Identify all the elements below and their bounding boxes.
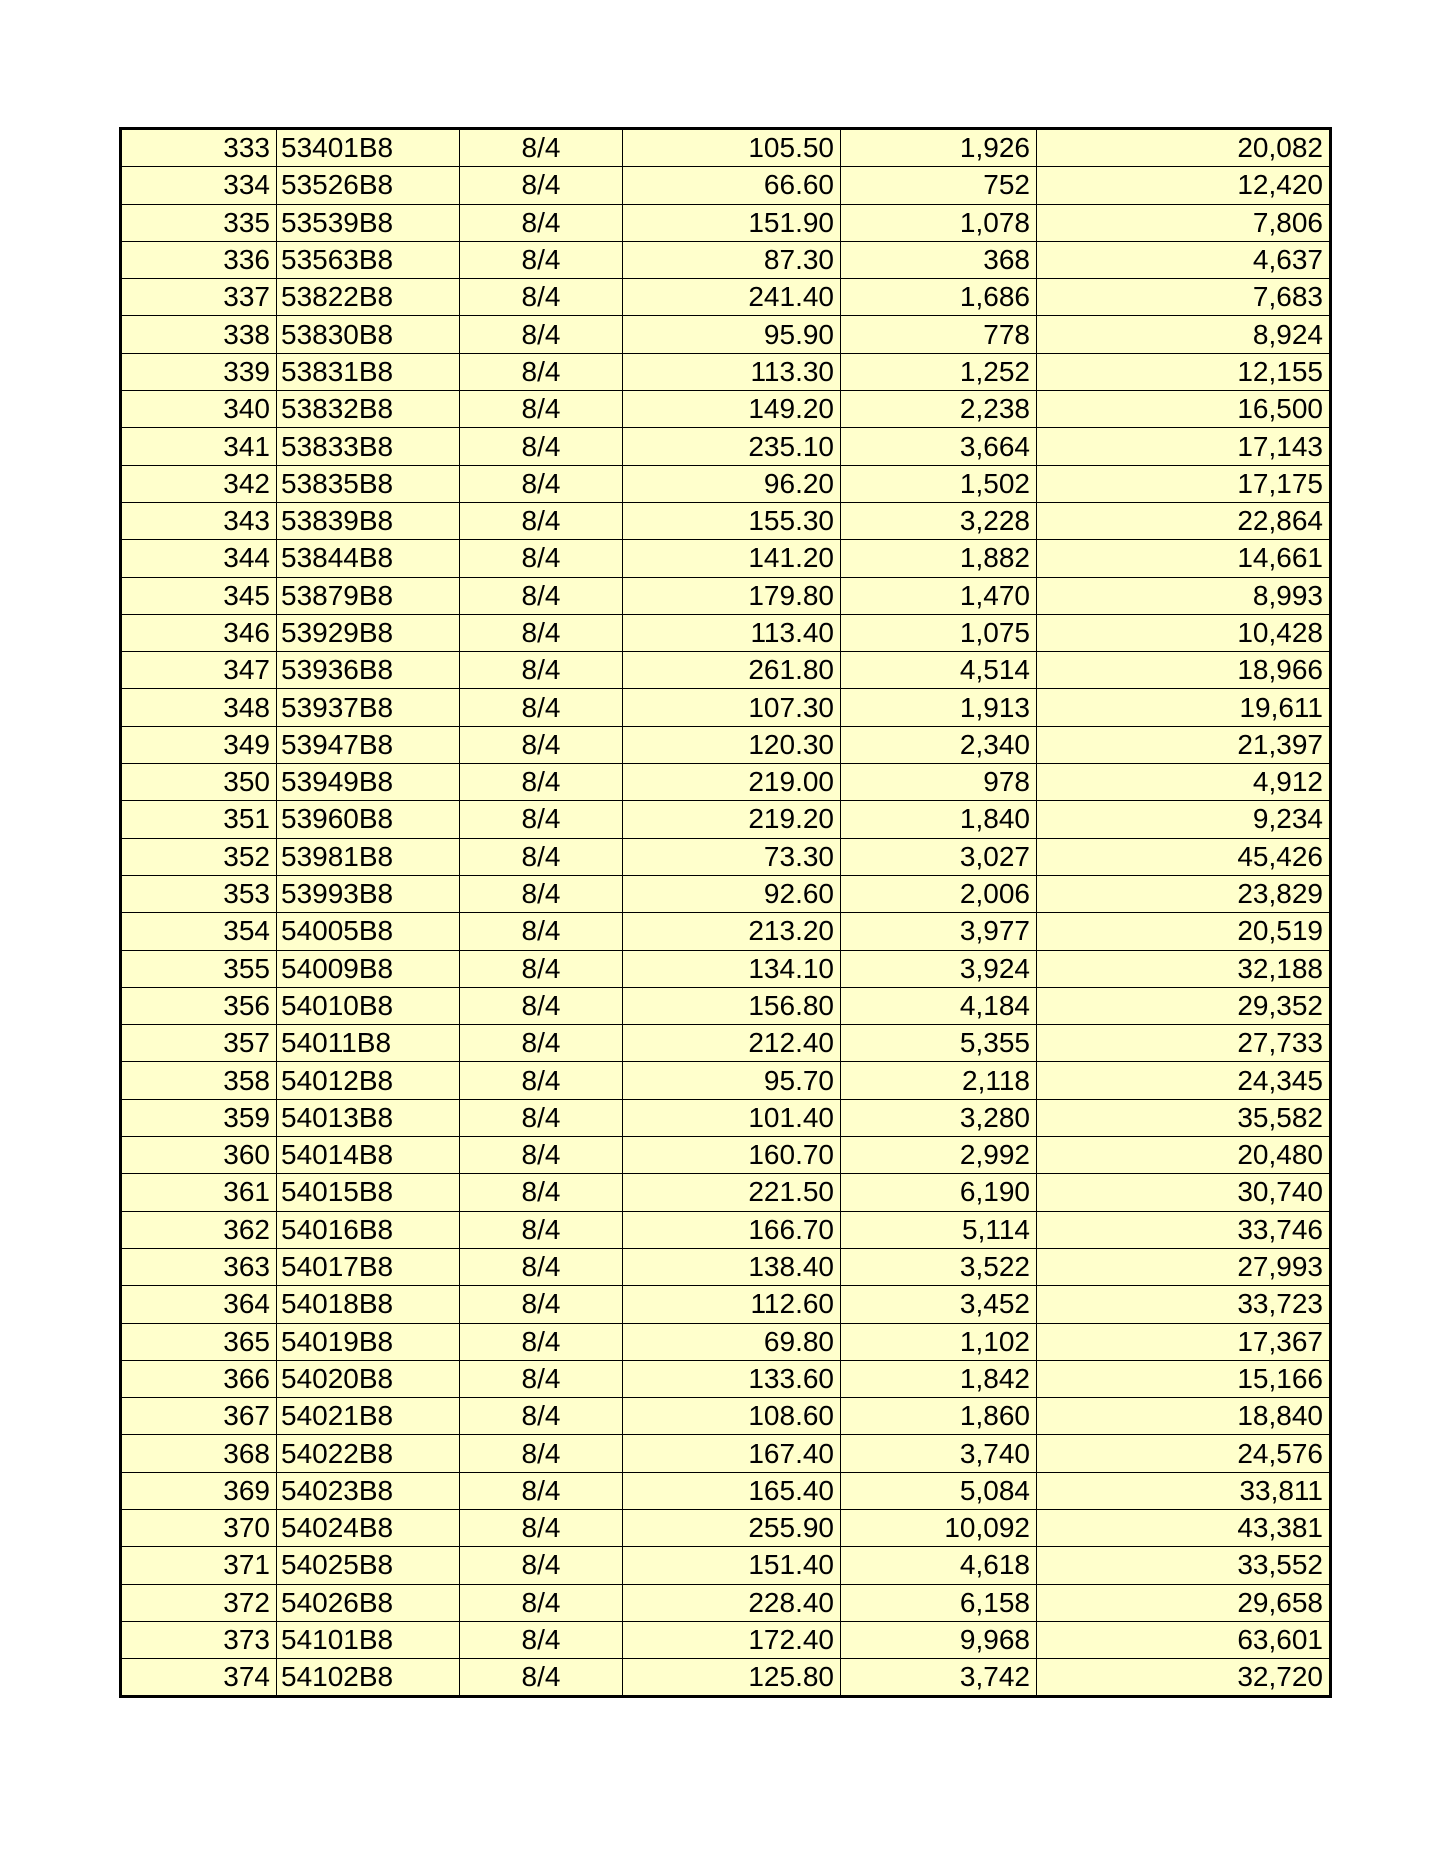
thickness-cell: 8/4 — [460, 1659, 623, 1697]
quantity-cell: 3,664 — [841, 428, 1037, 465]
volume-cell: 96.20 — [623, 465, 841, 502]
volume-cell: 172.40 — [623, 1621, 841, 1658]
thickness-cell: 8/4 — [460, 1398, 623, 1435]
table-row — [121, 764, 1331, 801]
volume-cell: 160.70 — [623, 1137, 841, 1174]
quantity-cell: 5,084 — [841, 1472, 1037, 1509]
item-code-cell: 53839B8 — [277, 502, 460, 539]
volume-cell: 151.90 — [623, 204, 841, 241]
table-row — [121, 279, 1331, 316]
total-cell: 17,143 — [1037, 428, 1331, 465]
item-code-cell: 54102B8 — [277, 1659, 460, 1697]
thickness-cell: 8/4 — [460, 1062, 623, 1099]
item-code-cell: 53993B8 — [277, 875, 460, 912]
total-cell: 30,740 — [1037, 1174, 1331, 1211]
table-row — [121, 689, 1331, 726]
item-code-cell: 53526B8 — [277, 167, 460, 204]
item-code-cell: 54010B8 — [277, 987, 460, 1024]
quantity-cell: 368 — [841, 241, 1037, 278]
row-number-cell: 369 — [121, 1472, 277, 1509]
row-number-cell: 343 — [121, 502, 277, 539]
volume-cell: 219.00 — [623, 764, 841, 801]
row-number-cell: 373 — [121, 1621, 277, 1658]
row-number-cell: 336 — [121, 241, 277, 278]
total-cell: 27,993 — [1037, 1248, 1331, 1285]
row-number-cell: 340 — [121, 391, 277, 428]
thickness-cell: 8/4 — [460, 652, 623, 689]
table-row — [121, 540, 1331, 577]
item-code-cell: 53822B8 — [277, 279, 460, 316]
quantity-cell: 4,618 — [841, 1547, 1037, 1584]
table-row — [121, 577, 1331, 614]
row-number-cell: 361 — [121, 1174, 277, 1211]
table-row — [121, 204, 1331, 241]
quantity-cell: 3,977 — [841, 913, 1037, 950]
table-row — [121, 1174, 1331, 1211]
table-row — [121, 875, 1331, 912]
total-cell: 35,582 — [1037, 1099, 1331, 1136]
total-cell: 9,234 — [1037, 801, 1331, 838]
quantity-cell: 6,190 — [841, 1174, 1037, 1211]
item-code-cell: 54009B8 — [277, 950, 460, 987]
thickness-cell: 8/4 — [460, 577, 623, 614]
row-number-cell: 357 — [121, 1025, 277, 1062]
total-cell: 20,082 — [1037, 129, 1331, 167]
quantity-cell: 2,006 — [841, 875, 1037, 912]
row-number-cell: 334 — [121, 167, 277, 204]
row-number-cell: 348 — [121, 689, 277, 726]
table-row — [121, 1286, 1331, 1323]
volume-cell: 133.60 — [623, 1360, 841, 1397]
table-row — [121, 1659, 1331, 1697]
total-cell: 15,166 — [1037, 1360, 1331, 1397]
total-cell: 12,155 — [1037, 353, 1331, 390]
item-code-cell: 54024B8 — [277, 1509, 460, 1546]
table-row — [121, 1360, 1331, 1397]
total-cell: 7,806 — [1037, 204, 1331, 241]
row-number-cell: 351 — [121, 801, 277, 838]
total-cell: 63,601 — [1037, 1621, 1331, 1658]
item-code-cell: 53563B8 — [277, 241, 460, 278]
total-cell: 17,175 — [1037, 465, 1331, 502]
volume-cell: 149.20 — [623, 391, 841, 428]
volume-cell: 221.50 — [623, 1174, 841, 1211]
row-number-cell: 364 — [121, 1286, 277, 1323]
item-code-cell: 54101B8 — [277, 1621, 460, 1658]
thickness-cell: 8/4 — [460, 913, 623, 950]
quantity-cell: 9,968 — [841, 1621, 1037, 1658]
total-cell: 17,367 — [1037, 1323, 1331, 1360]
item-code-cell: 54015B8 — [277, 1174, 460, 1211]
table-row — [121, 1248, 1331, 1285]
thickness-cell: 8/4 — [460, 1137, 623, 1174]
item-code-cell: 54025B8 — [277, 1547, 460, 1584]
total-cell: 14,661 — [1037, 540, 1331, 577]
quantity-cell: 2,992 — [841, 1137, 1037, 1174]
quantity-cell: 1,926 — [841, 129, 1037, 167]
volume-cell: 138.40 — [623, 1248, 841, 1285]
row-number-cell: 354 — [121, 913, 277, 950]
volume-cell: 69.80 — [623, 1323, 841, 1360]
table-row — [121, 1211, 1331, 1248]
item-code-cell: 54011B8 — [277, 1025, 460, 1062]
thickness-cell: 8/4 — [460, 465, 623, 502]
thickness-cell: 8/4 — [460, 502, 623, 539]
table-row — [121, 1509, 1331, 1546]
volume-cell: 261.80 — [623, 652, 841, 689]
row-number-cell: 342 — [121, 465, 277, 502]
item-code-cell: 54018B8 — [277, 1286, 460, 1323]
table-row — [121, 129, 1331, 167]
volume-cell: 101.40 — [623, 1099, 841, 1136]
volume-cell: 219.20 — [623, 801, 841, 838]
table-row — [121, 391, 1331, 428]
volume-cell: 235.10 — [623, 428, 841, 465]
item-code-cell: 53949B8 — [277, 764, 460, 801]
quantity-cell: 1,252 — [841, 353, 1037, 390]
row-number-cell: 358 — [121, 1062, 277, 1099]
volume-cell: 108.60 — [623, 1398, 841, 1435]
table-row — [121, 1547, 1331, 1584]
total-cell: 29,352 — [1037, 987, 1331, 1024]
thickness-cell: 8/4 — [460, 801, 623, 838]
thickness-cell: 8/4 — [460, 391, 623, 428]
volume-cell: 165.40 — [623, 1472, 841, 1509]
item-code-cell: 53831B8 — [277, 353, 460, 390]
row-number-cell: 356 — [121, 987, 277, 1024]
volume-cell: 166.70 — [623, 1211, 841, 1248]
table-row — [121, 465, 1331, 502]
total-cell: 7,683 — [1037, 279, 1331, 316]
total-cell: 33,811 — [1037, 1472, 1331, 1509]
item-code-cell: 54012B8 — [277, 1062, 460, 1099]
table-row — [121, 913, 1331, 950]
row-number-cell: 360 — [121, 1137, 277, 1174]
item-code-cell: 53937B8 — [277, 689, 460, 726]
item-code-cell: 54022B8 — [277, 1435, 460, 1472]
thickness-cell: 8/4 — [460, 950, 623, 987]
thickness-cell: 8/4 — [460, 614, 623, 651]
item-code-cell: 53830B8 — [277, 316, 460, 353]
thickness-cell: 8/4 — [460, 129, 623, 167]
volume-cell: 155.30 — [623, 502, 841, 539]
row-number-cell: 372 — [121, 1584, 277, 1621]
item-code-cell: 54013B8 — [277, 1099, 460, 1136]
row-number-cell: 350 — [121, 764, 277, 801]
quantity-cell: 1,842 — [841, 1360, 1037, 1397]
row-number-cell: 335 — [121, 204, 277, 241]
quantity-cell: 3,228 — [841, 502, 1037, 539]
quantity-cell: 1,078 — [841, 204, 1037, 241]
table-row — [121, 1062, 1331, 1099]
total-cell: 20,480 — [1037, 1137, 1331, 1174]
volume-cell: 255.90 — [623, 1509, 841, 1546]
item-code-cell: 53981B8 — [277, 838, 460, 875]
item-code-cell: 54017B8 — [277, 1248, 460, 1285]
item-code-cell: 54023B8 — [277, 1472, 460, 1509]
volume-cell: 95.90 — [623, 316, 841, 353]
quantity-cell: 10,092 — [841, 1509, 1037, 1546]
total-cell: 4,637 — [1037, 241, 1331, 278]
table-row — [121, 1584, 1331, 1621]
volume-cell: 107.30 — [623, 689, 841, 726]
quantity-cell: 1,075 — [841, 614, 1037, 651]
quantity-cell: 778 — [841, 316, 1037, 353]
thickness-cell: 8/4 — [460, 764, 623, 801]
quantity-cell: 3,924 — [841, 950, 1037, 987]
thickness-cell: 8/4 — [460, 241, 623, 278]
thickness-cell: 8/4 — [460, 167, 623, 204]
thickness-cell: 8/4 — [460, 1547, 623, 1584]
item-code-cell: 54026B8 — [277, 1584, 460, 1621]
volume-cell: 228.40 — [623, 1584, 841, 1621]
item-code-cell: 53835B8 — [277, 465, 460, 502]
table-row — [121, 652, 1331, 689]
volume-cell: 125.80 — [623, 1659, 841, 1697]
table-row — [121, 950, 1331, 987]
quantity-cell: 2,238 — [841, 391, 1037, 428]
quantity-cell: 1,470 — [841, 577, 1037, 614]
volume-cell: 241.40 — [623, 279, 841, 316]
table-row — [121, 1621, 1331, 1658]
thickness-cell: 8/4 — [460, 353, 623, 390]
thickness-cell: 8/4 — [460, 540, 623, 577]
thickness-cell: 8/4 — [460, 987, 623, 1024]
item-code-cell: 53960B8 — [277, 801, 460, 838]
table-row — [121, 167, 1331, 204]
quantity-cell: 3,280 — [841, 1099, 1037, 1136]
row-number-cell: 374 — [121, 1659, 277, 1697]
table-row — [121, 353, 1331, 390]
item-code-cell: 54020B8 — [277, 1360, 460, 1397]
total-cell: 24,345 — [1037, 1062, 1331, 1099]
volume-cell: 66.60 — [623, 167, 841, 204]
item-code-cell: 53936B8 — [277, 652, 460, 689]
row-number-cell: 363 — [121, 1248, 277, 1285]
volume-cell: 87.30 — [623, 241, 841, 278]
table-row — [121, 1435, 1331, 1472]
total-cell: 8,924 — [1037, 316, 1331, 353]
item-code-cell: 53844B8 — [277, 540, 460, 577]
quantity-cell: 3,522 — [841, 1248, 1037, 1285]
row-number-cell: 352 — [121, 838, 277, 875]
table-row — [121, 1398, 1331, 1435]
quantity-cell: 1,840 — [841, 801, 1037, 838]
volume-cell: 156.80 — [623, 987, 841, 1024]
row-number-cell: 347 — [121, 652, 277, 689]
quantity-cell: 4,184 — [841, 987, 1037, 1024]
item-code-cell: 53832B8 — [277, 391, 460, 428]
table-row — [121, 1099, 1331, 1136]
thickness-cell: 8/4 — [460, 1323, 623, 1360]
total-cell: 32,720 — [1037, 1659, 1331, 1697]
thickness-cell: 8/4 — [460, 1174, 623, 1211]
total-cell: 10,428 — [1037, 614, 1331, 651]
thickness-cell: 8/4 — [460, 1360, 623, 1397]
row-number-cell: 333 — [121, 129, 277, 167]
total-cell: 4,912 — [1037, 764, 1331, 801]
thickness-cell: 8/4 — [460, 204, 623, 241]
table-body — [121, 129, 1331, 1697]
total-cell: 23,829 — [1037, 875, 1331, 912]
total-cell: 32,188 — [1037, 950, 1331, 987]
quantity-cell: 4,514 — [841, 652, 1037, 689]
row-number-cell: 355 — [121, 950, 277, 987]
total-cell: 18,840 — [1037, 1398, 1331, 1435]
table-row — [121, 316, 1331, 353]
thickness-cell: 8/4 — [460, 1025, 623, 1062]
volume-cell: 113.40 — [623, 614, 841, 651]
quantity-cell: 1,860 — [841, 1398, 1037, 1435]
item-code-cell: 54005B8 — [277, 913, 460, 950]
row-number-cell: 338 — [121, 316, 277, 353]
row-number-cell: 345 — [121, 577, 277, 614]
thickness-cell: 8/4 — [460, 316, 623, 353]
volume-cell: 212.40 — [623, 1025, 841, 1062]
quantity-cell: 978 — [841, 764, 1037, 801]
total-cell: 33,723 — [1037, 1286, 1331, 1323]
row-number-cell: 337 — [121, 279, 277, 316]
item-code-cell: 54019B8 — [277, 1323, 460, 1360]
table-row — [121, 838, 1331, 875]
thickness-cell: 8/4 — [460, 726, 623, 763]
total-cell: 45,426 — [1037, 838, 1331, 875]
thickness-cell: 8/4 — [460, 1472, 623, 1509]
item-code-cell: 53947B8 — [277, 726, 460, 763]
item-code-cell: 53879B8 — [277, 577, 460, 614]
total-cell: 19,611 — [1037, 689, 1331, 726]
table-row — [121, 1137, 1331, 1174]
item-code-cell: 54014B8 — [277, 1137, 460, 1174]
thickness-cell: 8/4 — [460, 1099, 623, 1136]
volume-cell: 141.20 — [623, 540, 841, 577]
quantity-cell: 6,158 — [841, 1584, 1037, 1621]
thickness-cell: 8/4 — [460, 1584, 623, 1621]
table-row — [121, 1323, 1331, 1360]
total-cell: 29,658 — [1037, 1584, 1331, 1621]
thickness-cell: 8/4 — [460, 1211, 623, 1248]
quantity-cell: 3,742 — [841, 1659, 1037, 1697]
table-row — [121, 502, 1331, 539]
row-number-cell: 367 — [121, 1398, 277, 1435]
table-row — [121, 1472, 1331, 1509]
volume-cell: 113.30 — [623, 353, 841, 390]
thickness-cell: 8/4 — [460, 1509, 623, 1546]
thickness-cell: 8/4 — [460, 1286, 623, 1323]
volume-cell: 167.40 — [623, 1435, 841, 1472]
table-row — [121, 428, 1331, 465]
row-number-cell: 346 — [121, 614, 277, 651]
quantity-cell: 1,686 — [841, 279, 1037, 316]
total-cell: 18,966 — [1037, 652, 1331, 689]
thickness-cell: 8/4 — [460, 1248, 623, 1285]
row-number-cell: 366 — [121, 1360, 277, 1397]
row-number-cell: 371 — [121, 1547, 277, 1584]
table-row — [121, 801, 1331, 838]
volume-cell: 73.30 — [623, 838, 841, 875]
total-cell: 43,381 — [1037, 1509, 1331, 1546]
row-number-cell: 339 — [121, 353, 277, 390]
row-number-cell: 370 — [121, 1509, 277, 1546]
volume-cell: 213.20 — [623, 913, 841, 950]
row-number-cell: 341 — [121, 428, 277, 465]
quantity-cell: 5,114 — [841, 1211, 1037, 1248]
row-number-cell: 353 — [121, 875, 277, 912]
row-number-cell: 359 — [121, 1099, 277, 1136]
quantity-cell: 3,027 — [841, 838, 1037, 875]
volume-cell: 92.60 — [623, 875, 841, 912]
volume-cell: 112.60 — [623, 1286, 841, 1323]
volume-cell: 105.50 — [623, 129, 841, 167]
total-cell: 22,864 — [1037, 502, 1331, 539]
thickness-cell: 8/4 — [460, 1621, 623, 1658]
row-number-cell: 362 — [121, 1211, 277, 1248]
table-row — [121, 614, 1331, 651]
quantity-cell: 3,740 — [841, 1435, 1037, 1472]
row-number-cell: 344 — [121, 540, 277, 577]
volume-cell: 120.30 — [623, 726, 841, 763]
total-cell: 33,746 — [1037, 1211, 1331, 1248]
total-cell: 12,420 — [1037, 167, 1331, 204]
total-cell: 21,397 — [1037, 726, 1331, 763]
total-cell: 24,576 — [1037, 1435, 1331, 1472]
total-cell: 16,500 — [1037, 391, 1331, 428]
quantity-cell: 3,452 — [841, 1286, 1037, 1323]
volume-cell: 179.80 — [623, 577, 841, 614]
total-cell: 8,993 — [1037, 577, 1331, 614]
data-table — [119, 127, 1332, 1698]
quantity-cell: 2,118 — [841, 1062, 1037, 1099]
table-row — [121, 987, 1331, 1024]
row-number-cell: 365 — [121, 1323, 277, 1360]
thickness-cell: 8/4 — [460, 1435, 623, 1472]
row-number-cell: 349 — [121, 726, 277, 763]
total-cell: 20,519 — [1037, 913, 1331, 950]
item-code-cell: 53401B8 — [277, 129, 460, 167]
volume-cell: 151.40 — [623, 1547, 841, 1584]
thickness-cell: 8/4 — [460, 428, 623, 465]
quantity-cell: 1,102 — [841, 1323, 1037, 1360]
total-cell: 33,552 — [1037, 1547, 1331, 1584]
quantity-cell: 5,355 — [841, 1025, 1037, 1062]
item-code-cell: 53833B8 — [277, 428, 460, 465]
item-code-cell: 53929B8 — [277, 614, 460, 651]
volume-cell: 95.70 — [623, 1062, 841, 1099]
item-code-cell: 54021B8 — [277, 1398, 460, 1435]
thickness-cell: 8/4 — [460, 689, 623, 726]
thickness-cell: 8/4 — [460, 838, 623, 875]
total-cell: 27,733 — [1037, 1025, 1331, 1062]
quantity-cell: 752 — [841, 167, 1037, 204]
quantity-cell: 1,913 — [841, 689, 1037, 726]
volume-cell: 134.10 — [623, 950, 841, 987]
row-number-cell: 368 — [121, 1435, 277, 1472]
thickness-cell: 8/4 — [460, 279, 623, 316]
quantity-cell: 1,882 — [841, 540, 1037, 577]
item-code-cell: 54016B8 — [277, 1211, 460, 1248]
quantity-cell: 1,502 — [841, 465, 1037, 502]
quantity-cell: 2,340 — [841, 726, 1037, 763]
thickness-cell: 8/4 — [460, 875, 623, 912]
table-row — [121, 1025, 1331, 1062]
table-row — [121, 726, 1331, 763]
item-code-cell: 53539B8 — [277, 204, 460, 241]
table-row — [121, 241, 1331, 278]
